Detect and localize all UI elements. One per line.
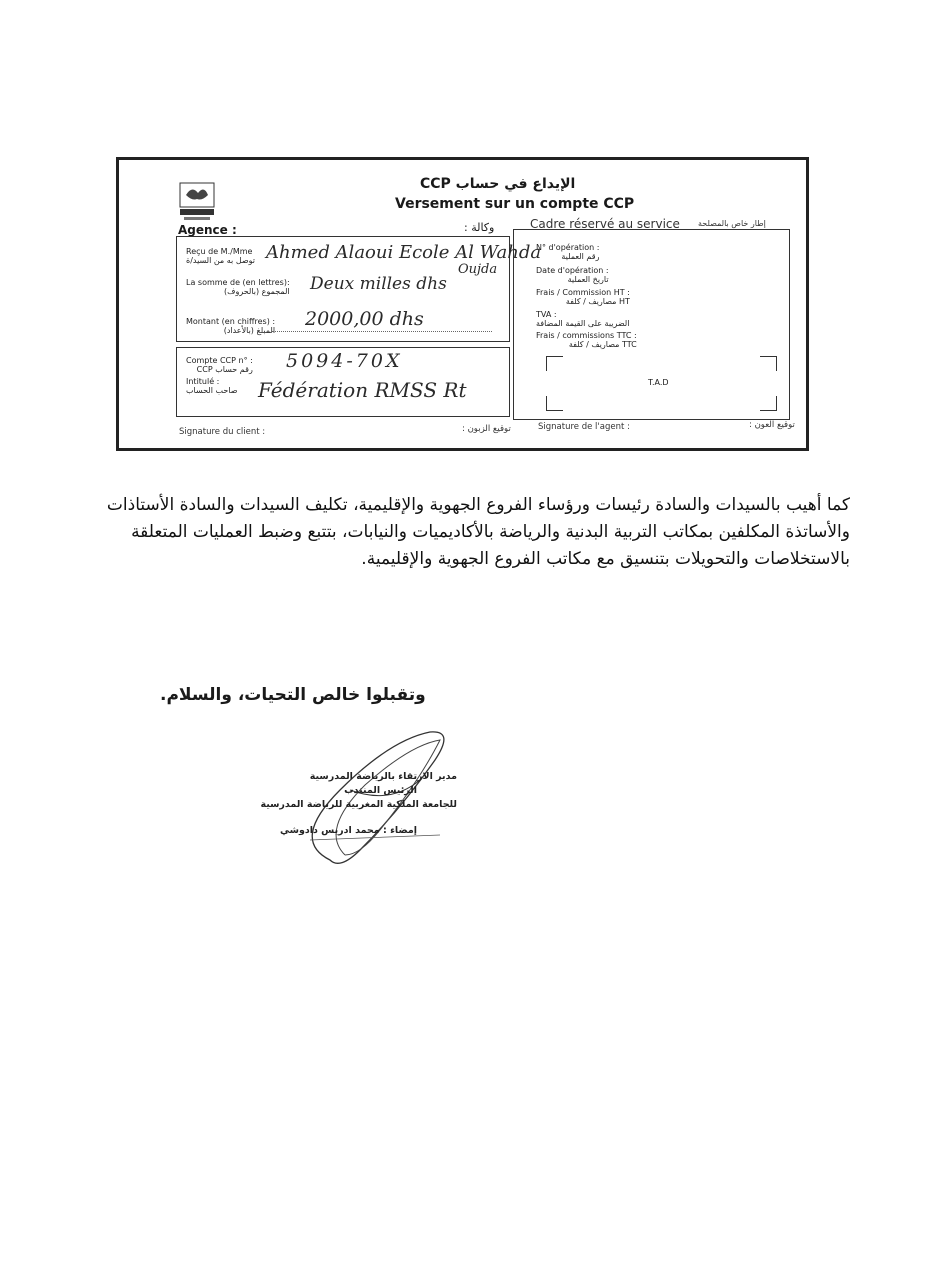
op-num-label-ar: رقم العملية xyxy=(561,252,600,261)
tva-label xyxy=(536,310,629,328)
agence-label-ar: وكالة : xyxy=(464,221,495,234)
frais-ttc-label xyxy=(536,331,637,349)
recu-label xyxy=(186,247,255,265)
recu-value-city: Oujda xyxy=(458,262,498,277)
intitule-label-ar: صاحب الحساب xyxy=(186,386,238,395)
intitule-value: Fédération RMSS Rt xyxy=(258,378,467,402)
stamp-line-3: للجامعة الملكية المغربية للرياضة المدرسية xyxy=(260,799,457,810)
compte-label xyxy=(186,356,253,374)
compte-label-fr: Compte CCP n° : xyxy=(186,356,253,365)
official-stamp xyxy=(252,770,457,838)
stamp-area-corner-br xyxy=(760,396,777,411)
somme-label xyxy=(186,278,290,296)
service-frame-label: Cadre réservé au service xyxy=(530,217,680,231)
op-date-label xyxy=(536,266,609,284)
montant-dotted-line xyxy=(272,330,492,332)
form-title-ar: الإيداع في حساب CCP xyxy=(420,176,576,192)
op-num-label-fr: N° d'opération : xyxy=(536,243,600,252)
stamp-area-corner-tl xyxy=(546,356,563,371)
montant-label-fr: Montant (en chiffres) : xyxy=(186,317,276,326)
montant-label-ar: المبلغ (بالأعداد) xyxy=(223,326,276,335)
stamp-area-corner-bl xyxy=(546,396,563,411)
form-title-fr: Versement sur un compte CCP xyxy=(395,196,635,212)
agence-label: Agence : xyxy=(178,223,237,237)
frais-ttc-label-fr: Frais / commissions TTC : xyxy=(536,331,637,340)
somme-label-fr: La somme de (en lettres): xyxy=(186,278,290,287)
tva-label-fr: TVA : xyxy=(536,310,557,319)
stamp-line-4: إمضاء : محمد ادريس دادوشي xyxy=(280,825,417,836)
frais-ht-label xyxy=(536,288,630,306)
agent-signature-label-ar: توقيع العون : xyxy=(749,420,795,430)
client-signature-label-ar: توقيع الزبون : xyxy=(462,424,511,434)
tva-label-ar: الضريبة على القيمة المضافة xyxy=(536,319,630,328)
intitule-label-fr: Intitulé : xyxy=(186,377,220,386)
frais-ttc-label-ar: TTC مصاريف / كلفة xyxy=(568,340,637,349)
montant-value: 2000,00 dhs xyxy=(305,308,424,330)
stamp-line-2: الرئيس المنتدب xyxy=(344,785,417,796)
intitule-label xyxy=(186,377,238,395)
compte-label-ar: رقم حساب CCP xyxy=(196,365,253,374)
client-signature-label: Signature du client : xyxy=(179,427,266,437)
recu-label-ar: توصل به من السيد/ة xyxy=(186,256,256,265)
op-date-label-ar: تاريخ العملية xyxy=(567,275,609,284)
frais-ht-label-ar: HT مصاريف / كلفة xyxy=(565,297,630,306)
compte-value: 5094-70X xyxy=(286,350,403,372)
somme-value: Deux milles dhs xyxy=(310,274,447,294)
tad-label: T.A.D xyxy=(648,378,669,387)
recu-label-fr: Reçu de M./Mme xyxy=(186,247,253,256)
op-num-label xyxy=(536,243,599,261)
stamp-area-corner-tr xyxy=(760,356,777,371)
recu-value: Ahmed Alaoui Ecole Al Wahda xyxy=(266,242,542,263)
op-date-label-fr: Date d'opération : xyxy=(536,266,609,275)
service-frame-label-ar: إطار خاص بالمصلحة xyxy=(698,219,766,228)
montant-label xyxy=(186,317,275,335)
letter-closing: وتقبلوا خالص التحيات، والسلام. xyxy=(160,685,426,705)
agent-signature-label: Signature de l'agent : xyxy=(538,422,630,432)
letter-paragraph: كما أهيب بالسيدات والسادة رئيسات ورؤساء الفروع الجهوية والإقليمية، تكليف السيدات والسادة الأستاذات والأساتذة المكلفين بمكاتب التربية البدنية والرياضة بالأكاديميات والنيابات، بتتبع وضبط العمليات المتعلقة بالاستخلاصات والتحويلات بتنسيق مع مكاتب الفروع الجهوية والإقليمية. xyxy=(106,495,850,569)
frais-ht-label-fr: Frais / Commission HT : xyxy=(536,288,630,297)
somme-label-ar: المجموع (بالحروف) xyxy=(224,287,290,296)
poste-maroc-logo xyxy=(178,181,216,223)
stamp-line-1: مدير الارتقاء بالرياضة المدرسية xyxy=(309,771,457,782)
